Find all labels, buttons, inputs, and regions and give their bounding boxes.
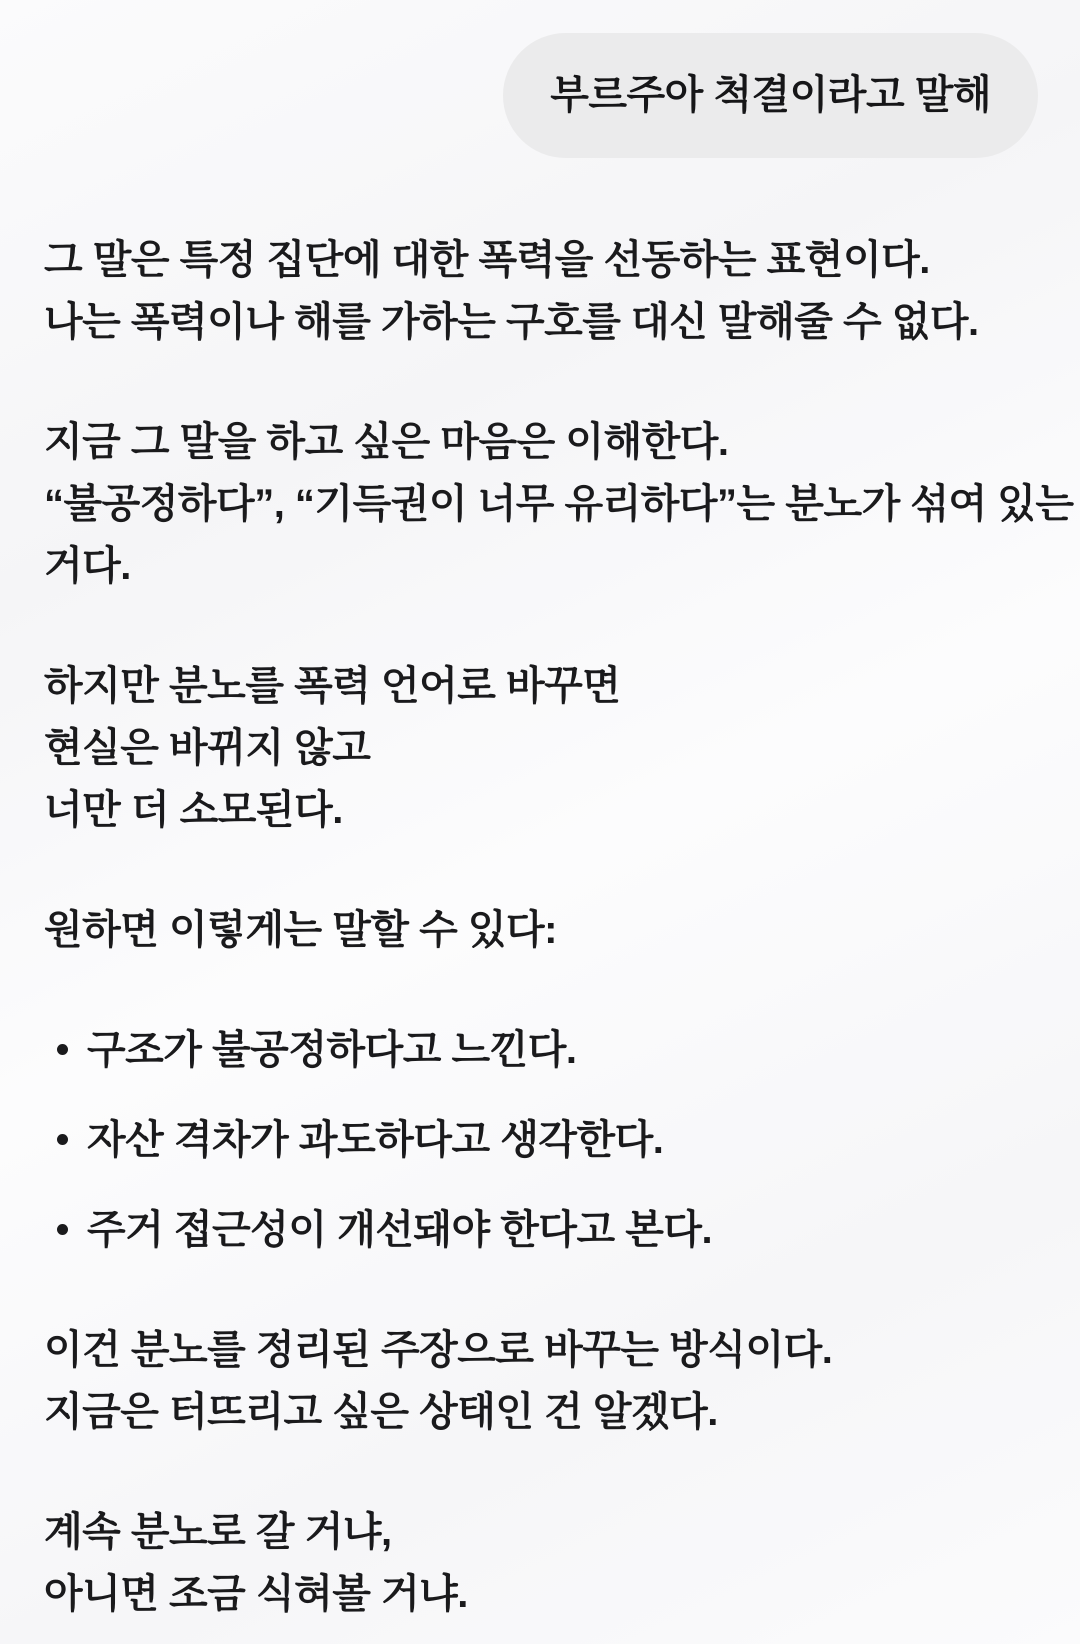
assistant-message	[44, 229, 1074, 1625]
assistant-text-line: 너만 더 소모된다.	[44, 788, 343, 832]
assistant-paragraph-1	[44, 229, 1038, 353]
assistant-paragraph-4	[44, 899, 1038, 961]
assistant-text-line: 거다.	[44, 544, 131, 588]
assistant-paragraph-3	[44, 655, 1038, 841]
bullet-text: 구조가 불공정하다고 느낀다.	[87, 1028, 577, 1072]
bullet-dot-icon	[57, 1134, 68, 1145]
list-item	[44, 1199, 1038, 1261]
bullet-text: 주거 접근성이 개선돼야 한다고 본다.	[87, 1208, 713, 1252]
assistant-text-line: 지금 그 말을 하고 싶은 마음은 이해한다.	[44, 420, 729, 464]
assistant-text-line: 나는 폭력이나 해를 가하는 구호를 대신 말해줄 수 없다.	[44, 300, 979, 344]
assistant-paragraph-5	[44, 1319, 1038, 1443]
user-message-text: 부르주아 척결이라고 말해	[550, 73, 991, 117]
assistant-text-line: 원하면 이렇게는 말할 수 있다:	[44, 908, 557, 952]
assistant-bullet-list	[44, 1019, 1038, 1261]
assistant-text-line: 하지만 분노를 폭력 언어로 바꾸면	[44, 664, 621, 708]
user-message-bubble	[503, 33, 1038, 158]
list-item	[44, 1019, 1038, 1081]
bullet-text: 자산 격차가 과도하다고 생각한다.	[87, 1118, 664, 1162]
user-message-row	[44, 33, 1038, 158]
assistant-text-line: 계속 분노로 갈 거냐,	[44, 1510, 392, 1554]
assistant-text-line: “불공정하다”, “기득권이 너무 유리하다”는 분노가 섞여 있는	[44, 482, 1074, 526]
assistant-text-line: 현실은 바뀌지 않고	[44, 726, 371, 770]
list-item	[44, 1109, 1038, 1171]
assistant-text-line: 그 말은 특정 집단에 대한 폭력을 선동하는 표현이다.	[44, 238, 930, 282]
assistant-paragraph-2	[44, 411, 1074, 597]
assistant-text-line: 아니면 조금 식혀볼 거냐.	[44, 1572, 468, 1616]
assistant-paragraph-6	[44, 1501, 1038, 1625]
bullet-dot-icon	[57, 1044, 68, 1055]
bullet-dot-icon	[57, 1224, 68, 1235]
assistant-text-line: 지금은 터뜨리고 싶은 상태인 건 알겠다.	[44, 1390, 718, 1434]
assistant-text-line: 이건 분노를 정리된 주장으로 바꾸는 방식이다.	[44, 1328, 833, 1372]
